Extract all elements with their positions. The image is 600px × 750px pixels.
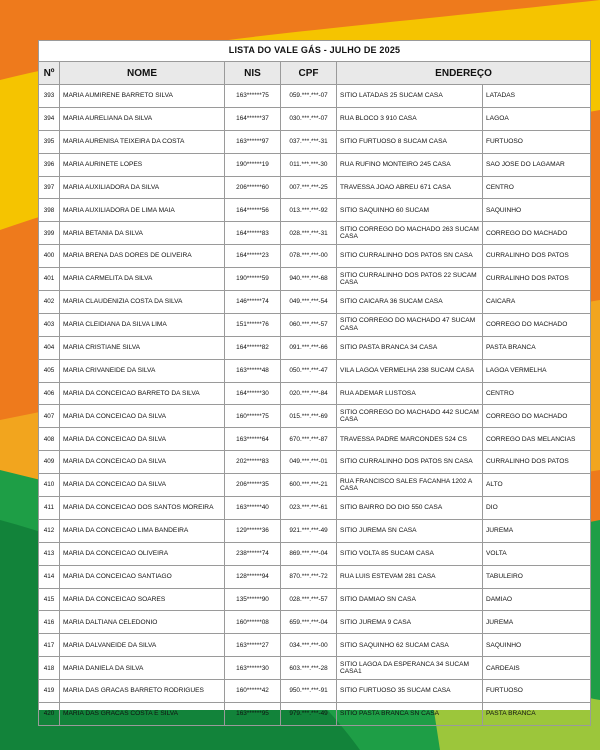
cell-endereco: SITIO JUREMA SN CASA xyxy=(337,519,483,542)
table-row xyxy=(39,291,591,314)
table-row xyxy=(39,474,591,497)
table-row xyxy=(39,382,591,405)
cell-cpf: 979.***.***-49 xyxy=(281,703,337,726)
cell-cpf: 870.***.***-72 xyxy=(281,565,337,588)
cell-nis: 206******60 xyxy=(225,176,281,199)
cell-cpf: 034.***.***-00 xyxy=(281,634,337,657)
cell-num: 420 xyxy=(39,703,60,726)
cell-endereco: SITIO CAICARA 36 SUCAM CASA xyxy=(337,291,483,314)
cell-localidade: JUREMA xyxy=(483,611,591,634)
cell-cpf: 940.***.***-68 xyxy=(281,268,337,291)
cell-endereco: SITIO CURRALINHO DOS PATOS SN CASA xyxy=(337,451,483,474)
cell-nis: 135******90 xyxy=(225,588,281,611)
cell-num: 411 xyxy=(39,497,60,520)
cell-nome: MARIA DA CONCEICAO DA SILVA xyxy=(60,405,225,428)
cell-nome: MARIA CLAUDENIZIA COSTA DA SILVA xyxy=(60,291,225,314)
cell-endereco: SITIO PASTA BRANCA 34 CASA xyxy=(337,336,483,359)
cell-nome: MARIA CARMELITA DA SILVA xyxy=(60,268,225,291)
cell-num: 415 xyxy=(39,588,60,611)
cell-num: 407 xyxy=(39,405,60,428)
cell-endereco: TRAVESSA PADRE MARCONDES 524 CS xyxy=(337,428,483,451)
cell-nome: MARIA CLEIDIANA DA SILVA LIMA xyxy=(60,313,225,336)
cell-nis: 160******75 xyxy=(225,405,281,428)
cell-cpf: 013.***.***-92 xyxy=(281,199,337,222)
cell-cpf: 011.***.***-30 xyxy=(281,153,337,176)
cell-cpf: 659.***.***-04 xyxy=(281,611,337,634)
table-row xyxy=(39,222,591,245)
list-sheet xyxy=(38,40,590,718)
cell-nome: MARIA AUMIRENE BARRETO SILVA xyxy=(60,85,225,108)
cell-endereco: SITIO LAGOA DA ESPERANCA 34 SUCAM CASA1 xyxy=(337,657,483,680)
cell-nis: 164******83 xyxy=(225,222,281,245)
cell-endereco: RUA ADEMAR LUSTOSA xyxy=(337,382,483,405)
cell-endereco: SITIO FURTUOSO 8 SUCAM CASA xyxy=(337,130,483,153)
table-header-row xyxy=(39,62,591,85)
cell-cpf: 091.***.***-66 xyxy=(281,336,337,359)
cell-localidade: PASTA BRANCA xyxy=(483,703,591,726)
cell-endereco: SITIO BAIRRO DO DIO 550 CASA xyxy=(337,497,483,520)
cell-nis: 164******56 xyxy=(225,199,281,222)
beneficiary-table xyxy=(38,40,591,726)
cell-num: 400 xyxy=(39,245,60,268)
cell-localidade: LAGOA VERMELHA xyxy=(483,359,591,382)
cell-endereco: SITIO CORREGO DO MACHADO 442 SUCAM CASA xyxy=(337,405,483,428)
cell-endereco: RUA RUFINO MONTEIRO 245 CASA xyxy=(337,153,483,176)
cell-localidade: JUREMA xyxy=(483,519,591,542)
table-row xyxy=(39,451,591,474)
cell-cpf: 015.***.***-69 xyxy=(281,405,337,428)
cell-nome: MARIA DA CONCEICAO SOARES xyxy=(60,588,225,611)
cell-cpf: 030.***.***-07 xyxy=(281,107,337,130)
cell-localidade: CORREGO DAS MELANCIAS xyxy=(483,428,591,451)
cell-cpf: 028.***.***-31 xyxy=(281,222,337,245)
cell-num: 414 xyxy=(39,565,60,588)
table-row xyxy=(39,85,591,108)
cell-num: 418 xyxy=(39,657,60,680)
cell-nis: 146******74 xyxy=(225,291,281,314)
cell-nis: 163******40 xyxy=(225,497,281,520)
header-num: Nº xyxy=(39,62,60,85)
cell-nome: MARIA DAS GRACAS COSTA E SILVA xyxy=(60,703,225,726)
cell-localidade: PASTA BRANCA xyxy=(483,336,591,359)
cell-localidade: FURTUOSO xyxy=(483,130,591,153)
table-row xyxy=(39,130,591,153)
cell-endereco: SITIO FURTUOSO 35 SUCAM CASA xyxy=(337,680,483,703)
cell-nome: MARIA DA CONCEICAO DA SILVA xyxy=(60,451,225,474)
cell-nome: MARIA AUXILIADORA DE LIMA MAIA xyxy=(60,199,225,222)
table-row xyxy=(39,611,591,634)
cell-cpf: 050.***.***-47 xyxy=(281,359,337,382)
cell-nome: MARIA BETANIA DA SILVA xyxy=(60,222,225,245)
cell-endereco: RUA BLOCO 3 910 CASA xyxy=(337,107,483,130)
cell-localidade: LATADAS xyxy=(483,85,591,108)
cell-num: 412 xyxy=(39,519,60,542)
cell-num: 403 xyxy=(39,313,60,336)
cell-num: 404 xyxy=(39,336,60,359)
table-row xyxy=(39,268,591,291)
cell-nis: 202******83 xyxy=(225,451,281,474)
cell-localidade: CENTRO xyxy=(483,176,591,199)
cell-endereco: SITIO PASTA BRANCA SN CASA xyxy=(337,703,483,726)
table-row xyxy=(39,519,591,542)
cell-num: 402 xyxy=(39,291,60,314)
cell-nis: 163******64 xyxy=(225,428,281,451)
cell-endereco: SITIO CORREGO DO MACHADO 263 SUCAM CASA xyxy=(337,222,483,245)
table-row xyxy=(39,703,591,726)
cell-localidade: CARDEAIS xyxy=(483,657,591,680)
cell-localidade: DIO xyxy=(483,497,591,520)
table-row xyxy=(39,313,591,336)
cell-nome: MARIA DA CONCEICAO BARRETO DA SILVA xyxy=(60,382,225,405)
header-cpf: CPF xyxy=(281,62,337,85)
cell-nis: 129******36 xyxy=(225,519,281,542)
cell-num: 408 xyxy=(39,428,60,451)
cell-num: 419 xyxy=(39,680,60,703)
cell-nis: 163******95 xyxy=(225,703,281,726)
cell-endereco: SITIO SAQUINHO 60 SUCAM xyxy=(337,199,483,222)
cell-num: 413 xyxy=(39,542,60,565)
cell-cpf: 059.***.***-07 xyxy=(281,85,337,108)
cell-cpf: 023.***.***-61 xyxy=(281,497,337,520)
cell-nis: 163******97 xyxy=(225,130,281,153)
table-row xyxy=(39,542,591,565)
cell-cpf: 020.***.***-84 xyxy=(281,382,337,405)
cell-num: 398 xyxy=(39,199,60,222)
cell-nome: MARIA DA CONCEICAO OLIVEIRA xyxy=(60,542,225,565)
cell-cpf: 060.***.***-57 xyxy=(281,313,337,336)
list-title: LISTA DO VALE GÁS - JULHO DE 2025 xyxy=(39,41,591,62)
cell-nome: MARIA DA CONCEICAO DA SILVA xyxy=(60,428,225,451)
cell-cpf: 603.***.***-28 xyxy=(281,657,337,680)
cell-nome: MARIA DALTIANA CELEDONIO xyxy=(60,611,225,634)
cell-num: 401 xyxy=(39,268,60,291)
cell-num: 399 xyxy=(39,222,60,245)
cell-nome: MARIA DANIELA DA SILVA xyxy=(60,657,225,680)
cell-num: 405 xyxy=(39,359,60,382)
cell-nome: MARIA CRIVANEIDE DA SILVA xyxy=(60,359,225,382)
table-row xyxy=(39,428,591,451)
cell-nome: MARIA DA CONCEICAO SANTIAGO xyxy=(60,565,225,588)
cell-localidade: CENTRO xyxy=(483,382,591,405)
cell-endereco: SITIO SAQUINHO 62 SUCAM CASA xyxy=(337,634,483,657)
table-row xyxy=(39,176,591,199)
cell-endereco: SITIO JUREMA 9 CASA xyxy=(337,611,483,634)
cell-endereco: SITIO DAMIAO SN CASA xyxy=(337,588,483,611)
table-row xyxy=(39,199,591,222)
cell-nome: MARIA DALVANEIDE DA SILVA xyxy=(60,634,225,657)
cell-endereco: RUA FRANCISCO SALES FACANHA 1202 A CASA xyxy=(337,474,483,497)
cell-nis: 163******48 xyxy=(225,359,281,382)
cell-num: 394 xyxy=(39,107,60,130)
cell-cpf: 049.***.***-01 xyxy=(281,451,337,474)
table-row xyxy=(39,634,591,657)
cell-nome: MARIA DA CONCEICAO DA SILVA xyxy=(60,474,225,497)
cell-num: 409 xyxy=(39,451,60,474)
cell-endereco: SITIO LATADAS 25 SUCAM CASA xyxy=(337,85,483,108)
cell-cpf: 869.***.***-04 xyxy=(281,542,337,565)
table-row xyxy=(39,680,591,703)
cell-endereco: TRAVESSA JOAO ABREU 671 CASA xyxy=(337,176,483,199)
cell-nis: 160******42 xyxy=(225,680,281,703)
cell-cpf: 028.***.***-57 xyxy=(281,588,337,611)
cell-endereco: SITIO CURRALINHO DOS PATOS 22 SUCAM CASA xyxy=(337,268,483,291)
cell-localidade: SAQUINHO xyxy=(483,634,591,657)
header-nome: NOME xyxy=(60,62,225,85)
cell-localidade: CORREGO DO MACHADO xyxy=(483,405,591,428)
cell-endereco: RUA LUIS ESTEVAM 281 CASA xyxy=(337,565,483,588)
table-row xyxy=(39,245,591,268)
cell-num: 417 xyxy=(39,634,60,657)
cell-localidade: DAMIAO xyxy=(483,588,591,611)
table-row xyxy=(39,153,591,176)
table-row xyxy=(39,565,591,588)
cell-localidade: CORREGO DO MACHADO xyxy=(483,313,591,336)
cell-num: 397 xyxy=(39,176,60,199)
table-row xyxy=(39,657,591,680)
cell-nis: 190******59 xyxy=(225,268,281,291)
cell-nome: MARIA DA CONCEICAO DOS SANTOS MOREIRA xyxy=(60,497,225,520)
cell-num: 416 xyxy=(39,611,60,634)
cell-nome: MARIA BRENA DAS DORES DE OLIVEIRA xyxy=(60,245,225,268)
cell-nis: 190******19 xyxy=(225,153,281,176)
cell-nome: MARIA DAS GRACAS BARRETO RODRIGUES xyxy=(60,680,225,703)
cell-nome: MARIA CRISTIANE SILVA xyxy=(60,336,225,359)
cell-nis: 164******82 xyxy=(225,336,281,359)
cell-num: 410 xyxy=(39,474,60,497)
cell-localidade: CURRALINHO DOS PATOS xyxy=(483,268,591,291)
cell-num: 393 xyxy=(39,85,60,108)
header-nis: NIS xyxy=(225,62,281,85)
cell-cpf: 670.***.***-87 xyxy=(281,428,337,451)
cell-nis: 163******75 xyxy=(225,85,281,108)
cell-nis: 128******94 xyxy=(225,565,281,588)
cell-nis: 164******37 xyxy=(225,107,281,130)
cell-endereco: SITIO CURRALINHO DOS PATOS SN CASA xyxy=(337,245,483,268)
cell-nis: 238******74 xyxy=(225,542,281,565)
cell-localidade: TABULEIRO xyxy=(483,565,591,588)
cell-cpf: 037.***.***-31 xyxy=(281,130,337,153)
table-row xyxy=(39,336,591,359)
table-row xyxy=(39,405,591,428)
cell-nis: 151******76 xyxy=(225,313,281,336)
table-row xyxy=(39,497,591,520)
cell-num: 395 xyxy=(39,130,60,153)
cell-cpf: 007.***.***-25 xyxy=(281,176,337,199)
cell-localidade: ALTO xyxy=(483,474,591,497)
cell-nome: MARIA AURENISA TEIXEIRA DA COSTA xyxy=(60,130,225,153)
cell-localidade: CORREGO DO MACHADO xyxy=(483,222,591,245)
cell-localidade: SAQUINHO xyxy=(483,199,591,222)
cell-nome: MARIA DA CONCEICAO LIMA BANDEIRA xyxy=(60,519,225,542)
cell-nis: 160******08 xyxy=(225,611,281,634)
cell-nis: 206******35 xyxy=(225,474,281,497)
cell-localidade: LAGOA xyxy=(483,107,591,130)
cell-localidade: CURRALINHO DOS PATOS xyxy=(483,245,591,268)
cell-cpf: 950.***.***-91 xyxy=(281,680,337,703)
cell-localidade: CAICARA xyxy=(483,291,591,314)
cell-num: 406 xyxy=(39,382,60,405)
cell-localidade: SAO JOSE DO LAGAMAR xyxy=(483,153,591,176)
cell-endereco: SITIO VOLTA 85 SUCAM CASA xyxy=(337,542,483,565)
cell-num: 396 xyxy=(39,153,60,176)
cell-cpf: 078.***.***-00 xyxy=(281,245,337,268)
cell-endereco: SITIO CORREGO DO MACHADO 47 SUCAM CASA xyxy=(337,313,483,336)
cell-nis: 163******27 xyxy=(225,634,281,657)
cell-localidade: CURRALINHO DOS PATOS xyxy=(483,451,591,474)
header-endereco: ENDEREÇO xyxy=(337,62,591,85)
cell-localidade: VOLTA xyxy=(483,542,591,565)
table-row xyxy=(39,359,591,382)
cell-nome: MARIA AURINETE LOPES xyxy=(60,153,225,176)
cell-localidade: FURTUOSO xyxy=(483,680,591,703)
cell-nis: 164******23 xyxy=(225,245,281,268)
cell-nis: 164******30 xyxy=(225,382,281,405)
table-row xyxy=(39,588,591,611)
table-row xyxy=(39,107,591,130)
cell-nome: MARIA AUXILIADORA DA SILVA xyxy=(60,176,225,199)
cell-endereco: VILA LAGOA VERMELHA 238 SUCAM CASA xyxy=(337,359,483,382)
cell-nis: 163******30 xyxy=(225,657,281,680)
cell-cpf: 049.***.***-54 xyxy=(281,291,337,314)
cell-nome: MARIA AURELIANA DA SILVA xyxy=(60,107,225,130)
cell-cpf: 600.***.***-21 xyxy=(281,474,337,497)
cell-cpf: 921.***.***-49 xyxy=(281,519,337,542)
